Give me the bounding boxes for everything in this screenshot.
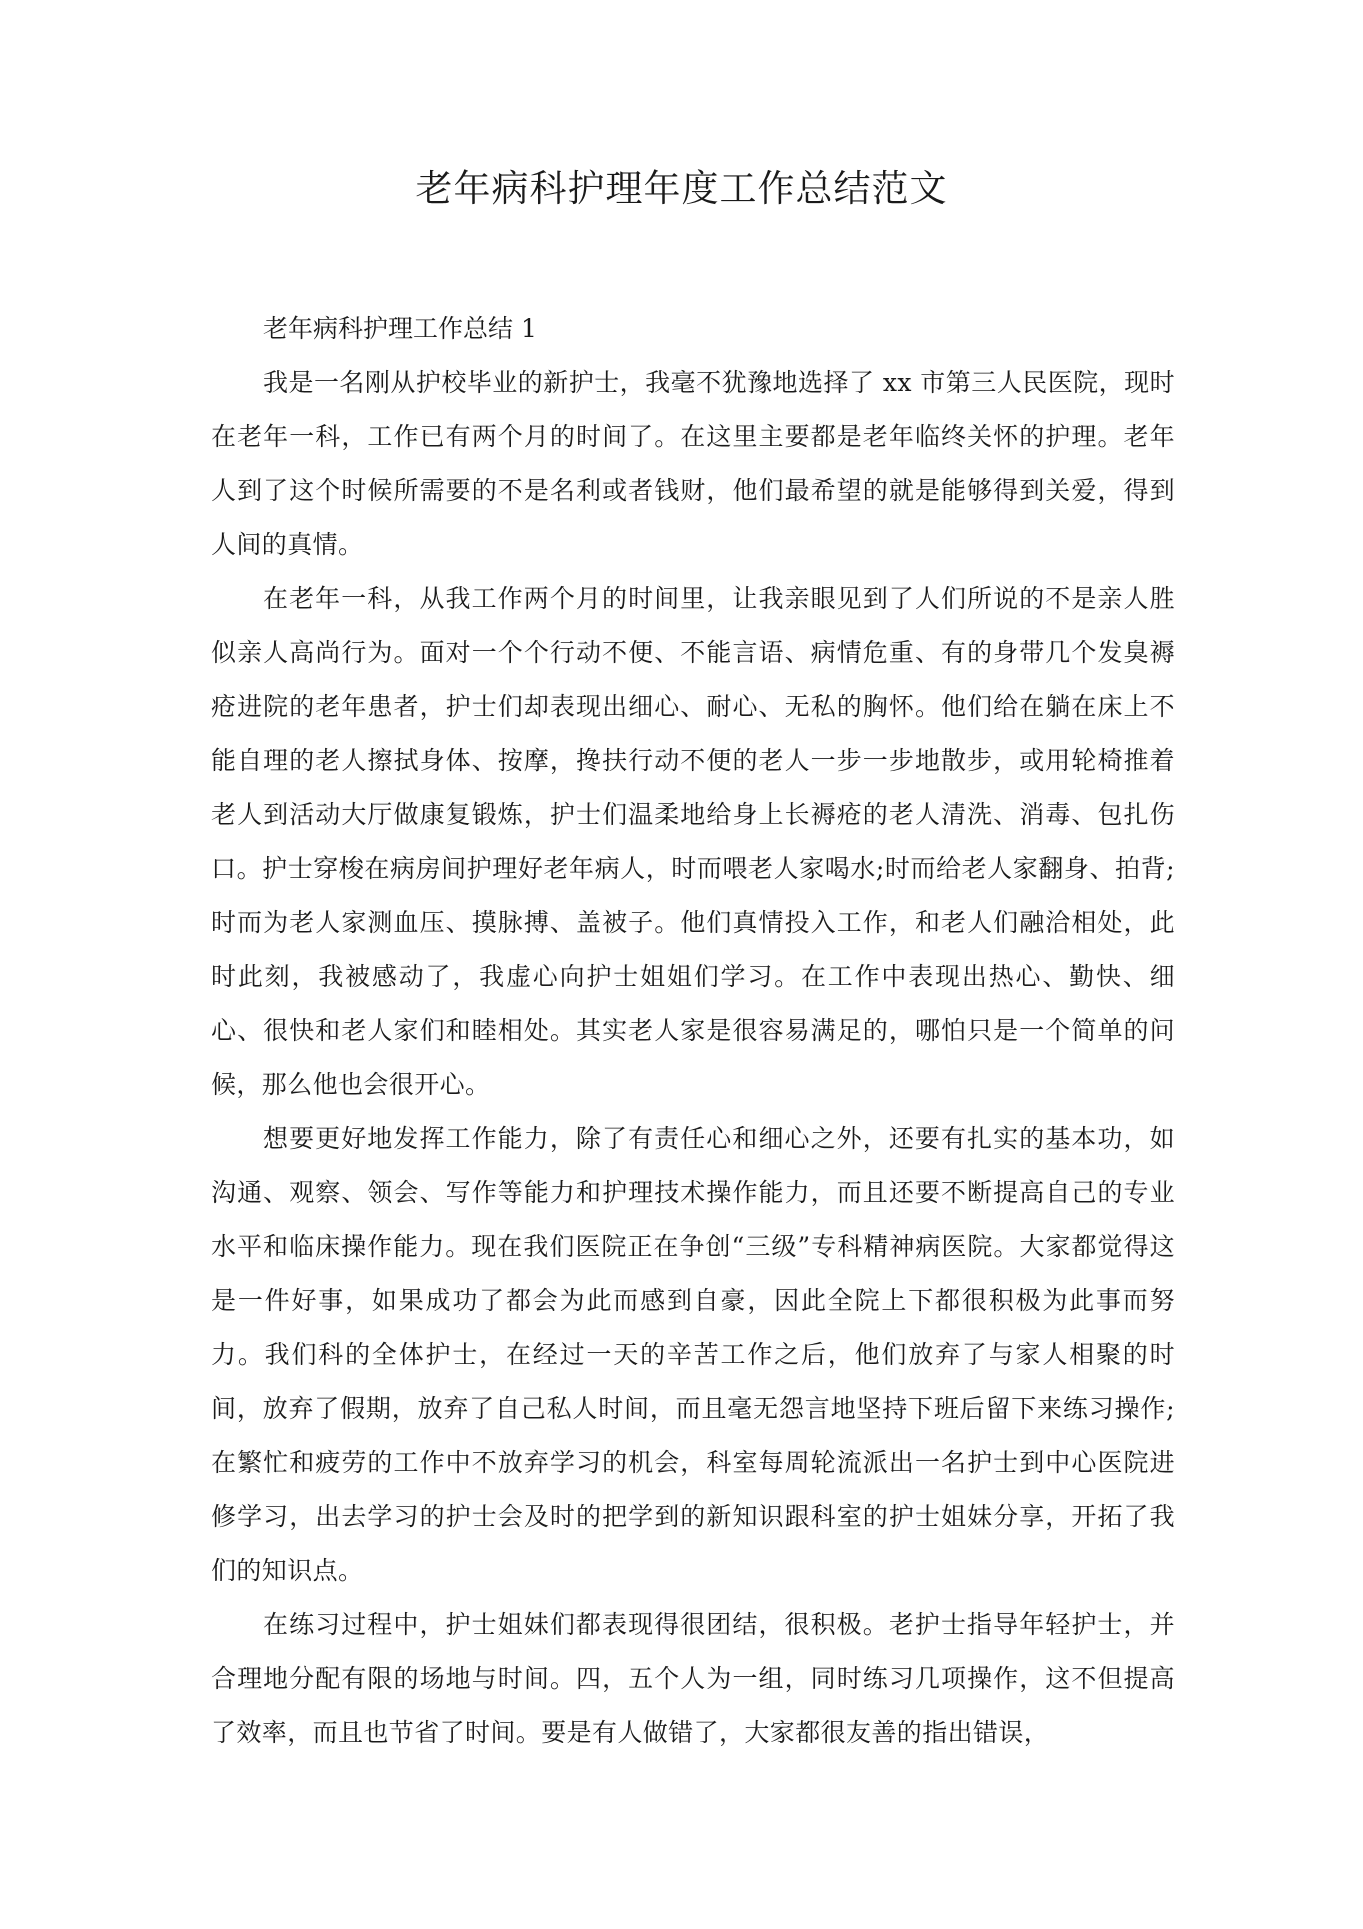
section-heading: 老年病科护理工作总结 1 [263,314,537,343]
document-title: 老年病科护理年度工作总结范文 [415,167,948,210]
paragraph-2: 在老年一科，从我工作两个月的时间里，让我亲眼见到了人们所说的不是亲人胜似亲人高尚行为。面对一个个行动不便、不能言语、病情危重、有的身带几个发臭褥疮进院的老年患者，护士们却表现出细心、耐心、无私的胸怀。他们给在躺在床上不能自理的老人擦拭身体、按摩，搀扶行动不便的老人一步一步地散步，或用轮椅推着老人到活动大厅做康复锻炼，护士们温柔地给身上长褥疮的老人清洗、消毒、包扎伤口。护士穿梭在病房间护理好老年病人，时而喂老人家喝水;时而给老人家翻身、拍背;时而为老人家测血压、摸脉搏、盖被子。他们真情投入工作，和老人们融洽相处，此时此刻，我被感动了，我虚心向护士姐姐们学习。在工作中表现出热心、勤快、细心、很快和老人家们和睦相处。其实老人家是很容易满足的，哪怕只是一个简单的问候，那么他也会很开心。 [211,584,1175,1099]
paragraph-4: 在练习过程中，护士姐妹们都表现得很团结，很积极。老护士指导年轻护士，并合理地分配有限的场地与时间。四，五个人为一组，同时练习几项操作，这不但提高了效率，而且也节省了时间。要是有人做错了，大家都很友善的指出错误， [211,1610,1175,1747]
paragraph-3: 想要更好地发挥工作能力，除了有责任心和细心之外，还要有扎实的基本功，如沟通、观察、领会、写作等能力和护理技术操作能力，而且还要不断提高自己的专业水平和临床操作能力。现在我们医院正在争创“三级”专科精神病医院。大家都觉得这是一件好事，如果成功了都会为此而感到自豪，因此全院上下都很积极为此事而努力。我们科的全体护士，在经过一天的辛苦工作之后，他们放弃了与家人相聚的时间，放弃了假期，放弃了自己私人时间，而且毫无怨言地坚持下班后留下来练习操作;在繁忙和疲劳的工作中不放弃学习的机会，科室每周轮流派出一名护士到中心医院进修学习，出去学习的护士会及时的把学到的新知识跟科室的护士姐妹分享，开拓了我们的知识点。 [211,1124,1175,1585]
paragraph-1: 我是一名刚从护校毕业的新护士，我毫不犹豫地选择了 xx 市第三人民医院，现时在老年一科，工作已有两个月的时间了。在这里主要都是老年临终关怀的护理。老年人到了这个时候所需要的不是名利或者钱财，他们最希望的就是能够得到关爱，得到人间的真情。 [211,368,1175,559]
document-body [211,302,1175,1760]
